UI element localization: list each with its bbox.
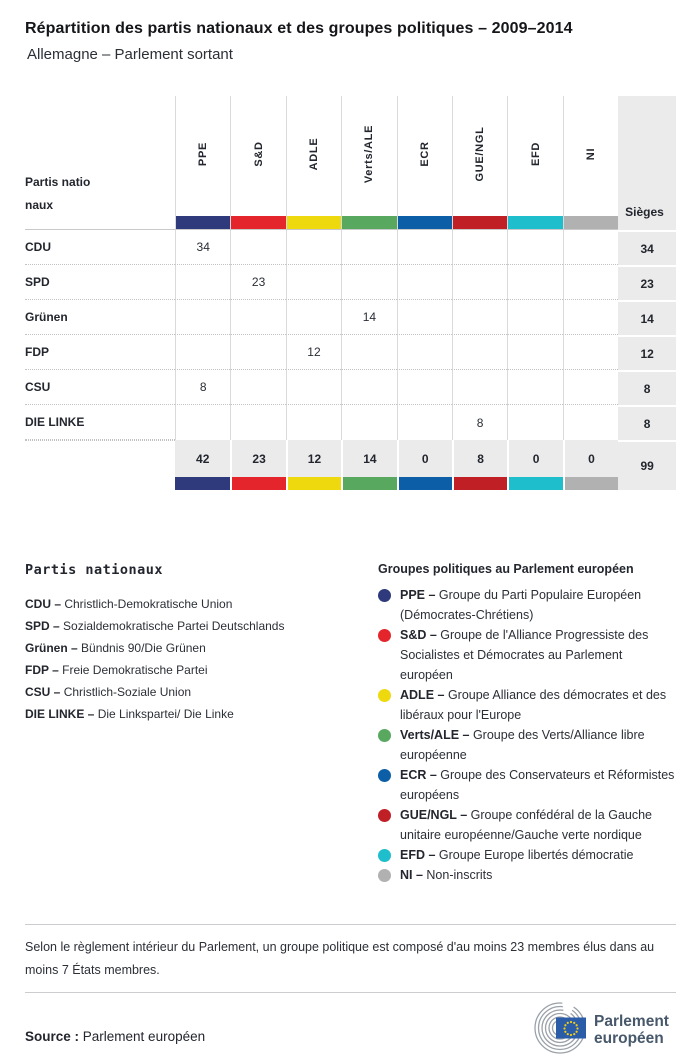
group-description [400, 685, 676, 725]
group-header-label: ECR [418, 141, 431, 167]
group-color-bar [342, 216, 396, 229]
value-cell [452, 230, 507, 265]
logo-text-line1: Parlement [594, 1013, 669, 1030]
value-cell [286, 405, 341, 440]
legend-group-item [378, 865, 676, 885]
results-table [25, 96, 676, 490]
value-cell [507, 405, 562, 440]
legend-group-item [378, 805, 676, 845]
group-desc-text: Non-inscrits [426, 868, 493, 882]
group-desc-text: Groupe Alliance des démocrates et des libéraux pour l'Europe [400, 688, 667, 722]
total-cell: 42 [175, 440, 230, 477]
total-seats-cell: 99 [618, 440, 676, 490]
value-cell [563, 230, 618, 265]
group-color-bar-bottom [175, 477, 230, 490]
group-header [286, 96, 341, 230]
value-cell [507, 265, 562, 300]
logo-text-line2: européen [594, 1030, 664, 1047]
party-abbr: Grünen – [25, 641, 82, 655]
group-desc-text: Groupe du Parti Populaire Européen (Démocrates-Chrétiens) [400, 588, 642, 622]
value-cell [230, 335, 285, 370]
source-label: Source : [25, 1029, 80, 1044]
group-color-dot [378, 769, 391, 782]
group-color-bar [398, 216, 452, 229]
value-cell [397, 265, 452, 300]
group-color-dot [378, 809, 391, 822]
value-cell [397, 405, 452, 440]
value-cell [397, 335, 452, 370]
value-cell [341, 335, 396, 370]
group-color-bar-bottom [286, 477, 341, 490]
value-cell: 8 [452, 405, 507, 440]
group-abbr: Verts/ALE – [400, 728, 473, 742]
group-color-dot [378, 849, 391, 862]
group-description [400, 865, 676, 885]
group-description [400, 805, 676, 845]
group-abbr: ECR – [400, 768, 441, 782]
legend-groups-list [378, 585, 676, 885]
value-cell [507, 230, 562, 265]
legend-parties-list [25, 593, 351, 725]
value-cell [341, 230, 396, 265]
footer [25, 1002, 676, 1054]
value-cell [397, 370, 452, 405]
source-line [25, 1029, 205, 1054]
value-cell [175, 335, 230, 370]
group-header-label: PPE [197, 141, 210, 167]
value-cell [230, 300, 285, 335]
party-name: Sozialdemokratische Partei Deutschlands [63, 619, 285, 633]
value-cell [286, 300, 341, 335]
table-corner-label: Partis nationaux [25, 175, 91, 212]
value-cell [397, 300, 452, 335]
seats-cell: 12 [618, 335, 676, 370]
value-cell [452, 265, 507, 300]
value-cell [175, 265, 230, 300]
legend-party-item [25, 659, 351, 681]
party-abbr: CDU – [25, 597, 65, 611]
group-desc-text: Groupe confédéral de la Gauche unitaire européenne/Gauche verte nordique [400, 808, 652, 842]
party-abbr: SPD – [25, 619, 64, 633]
group-color-bar-bottom [563, 477, 618, 490]
footnote: Selon le règlement intérieur du Parlement, un groupe politique est composé d'au moins 23 membres élus dans au moins 7 États membres. [25, 940, 655, 977]
value-cell [452, 370, 507, 405]
value-cell [563, 300, 618, 335]
legend-party-item [25, 615, 351, 637]
value-cell: 12 [286, 335, 341, 370]
value-cell [563, 370, 618, 405]
group-header-label: EFD [529, 141, 542, 167]
party-label: FDP [25, 335, 175, 370]
group-abbr: S&D – [400, 628, 441, 642]
value-cell [230, 405, 285, 440]
seats-cell: 23 [618, 265, 676, 300]
group-description [400, 625, 676, 685]
value-cell [341, 405, 396, 440]
group-color-bar [453, 216, 507, 229]
party-name: Bündnis 90/Die Grünen [81, 641, 206, 655]
group-header [452, 96, 507, 230]
party-abbr: CSU – [25, 685, 64, 699]
party-label: CDU [25, 230, 175, 265]
value-cell [563, 335, 618, 370]
party-name: Freie Demokratische Partei [62, 663, 208, 677]
page-title: Répartition des partis nationaux et des groupes politiques – 2009–2014 [25, 20, 573, 37]
totals-spacer [25, 440, 175, 477]
legend-party-item [25, 637, 351, 659]
group-color-dot [378, 729, 391, 742]
legend-group-item [378, 585, 676, 625]
european-parliament-logo [514, 1002, 676, 1054]
value-cell [230, 370, 285, 405]
legend-group-item [378, 685, 676, 725]
group-header [563, 96, 618, 230]
seats-cell: 8 [618, 370, 676, 405]
total-cell: 0 [563, 440, 618, 477]
value-cell [286, 370, 341, 405]
group-header [507, 96, 562, 230]
group-abbr: ADLE – [400, 688, 448, 702]
group-header [230, 96, 285, 230]
party-name: Christlich-Soziale Union [63, 685, 192, 699]
page-subtitle: Allemagne – Parlement sortant [27, 46, 233, 63]
group-header-label: GUE/NGL [474, 126, 487, 182]
group-description [400, 585, 676, 625]
group-color-bar [564, 216, 618, 229]
party-label: Grünen [25, 300, 175, 335]
group-abbr: EFD – [400, 848, 439, 862]
value-cell [341, 370, 396, 405]
group-header [175, 96, 230, 230]
group-color-bar-bottom [397, 477, 452, 490]
group-color-bar-bottom [341, 477, 396, 490]
group-header [397, 96, 452, 230]
value-cell [507, 335, 562, 370]
value-cell [563, 265, 618, 300]
value-cell [507, 300, 562, 335]
legend-party-item [25, 593, 351, 615]
value-cell [286, 230, 341, 265]
seats-header: Sièges [618, 96, 676, 230]
seats-cell: 34 [618, 230, 676, 265]
total-cell: 0 [397, 440, 452, 477]
value-cell [397, 230, 452, 265]
group-color-bar-bottom [507, 477, 562, 490]
legend-political-groups [378, 562, 676, 924]
party-label: SPD [25, 265, 175, 300]
group-color-bar [176, 216, 230, 229]
legend-groups-title: Groupes politiques au Parlement européen [378, 562, 634, 576]
group-color-bar [287, 216, 341, 229]
group-abbr: NI – [400, 868, 427, 882]
divider-top [25, 924, 676, 925]
group-desc-text: Groupe des Conservateurs et Réformistes européens [400, 768, 675, 802]
total-cell: 12 [286, 440, 341, 477]
group-color-bar [231, 216, 285, 229]
value-cell [452, 300, 507, 335]
value-cell [175, 300, 230, 335]
group-abbr: PPE – [400, 588, 439, 602]
group-header-label: NI [584, 147, 597, 161]
value-cell: 34 [175, 230, 230, 265]
legend-group-item [378, 625, 676, 685]
total-cell: 8 [452, 440, 507, 477]
source-value: Parlement européen [82, 1029, 206, 1044]
party-name: Die Linkspartei/ Die Linke [97, 707, 234, 721]
legend-party-item [25, 681, 351, 703]
legend-national-parties [25, 562, 351, 924]
legend-group-item [378, 725, 676, 765]
value-cell [230, 230, 285, 265]
group-header-label: ADLE [307, 137, 320, 171]
group-color-dot [378, 869, 391, 882]
value-cell [452, 335, 507, 370]
value-cell [286, 265, 341, 300]
seats-cell: 8 [618, 405, 676, 440]
seats-cell: 14 [618, 300, 676, 335]
table-corner [25, 96, 175, 230]
total-cell: 14 [341, 440, 396, 477]
total-cell: 0 [507, 440, 562, 477]
party-abbr: DIE LINKE – [25, 707, 98, 721]
legend-parties-title: Partis nationaux [25, 562, 164, 578]
party-label: DIE LINKE [25, 405, 175, 440]
value-cell: 8 [175, 370, 230, 405]
group-color-dot [378, 689, 391, 702]
group-desc-text: Groupe Europe libertés démocratie [438, 848, 634, 862]
group-color-bar-bottom [230, 477, 285, 490]
party-abbr: FDP – [25, 663, 63, 677]
group-color-bar-bottom [452, 477, 507, 490]
group-color-dot [378, 589, 391, 602]
legend-group-item [378, 765, 676, 805]
total-cell: 23 [230, 440, 285, 477]
group-header [341, 96, 396, 230]
legend-party-item [25, 703, 351, 725]
legend-group-item [378, 845, 676, 865]
group-desc-text: Groupe des Verts/Alliance libre européenne [400, 728, 645, 762]
group-color-bar [508, 216, 562, 229]
bars-spacer [25, 477, 175, 490]
value-cell: 23 [230, 265, 285, 300]
divider-bottom [25, 992, 676, 993]
party-name: Christlich-Demokratische Union [64, 597, 233, 611]
value-cell [341, 265, 396, 300]
value-cell [507, 370, 562, 405]
value-cell [563, 405, 618, 440]
group-description [400, 725, 676, 765]
value-cell: 14 [341, 300, 396, 335]
value-cell [175, 405, 230, 440]
group-description [400, 765, 676, 805]
group-color-dot [378, 629, 391, 642]
legends [25, 562, 676, 924]
group-description [400, 845, 676, 865]
group-desc-text: Groupe de l'Alliance Progressiste des Socialistes et Démocrates au Parlement européen [400, 628, 649, 682]
group-abbr: GUE/NGL – [400, 808, 471, 822]
group-header-label: Verts/ALE [363, 124, 376, 184]
party-label: CSU [25, 370, 175, 405]
group-header-label: S&D [252, 141, 265, 167]
